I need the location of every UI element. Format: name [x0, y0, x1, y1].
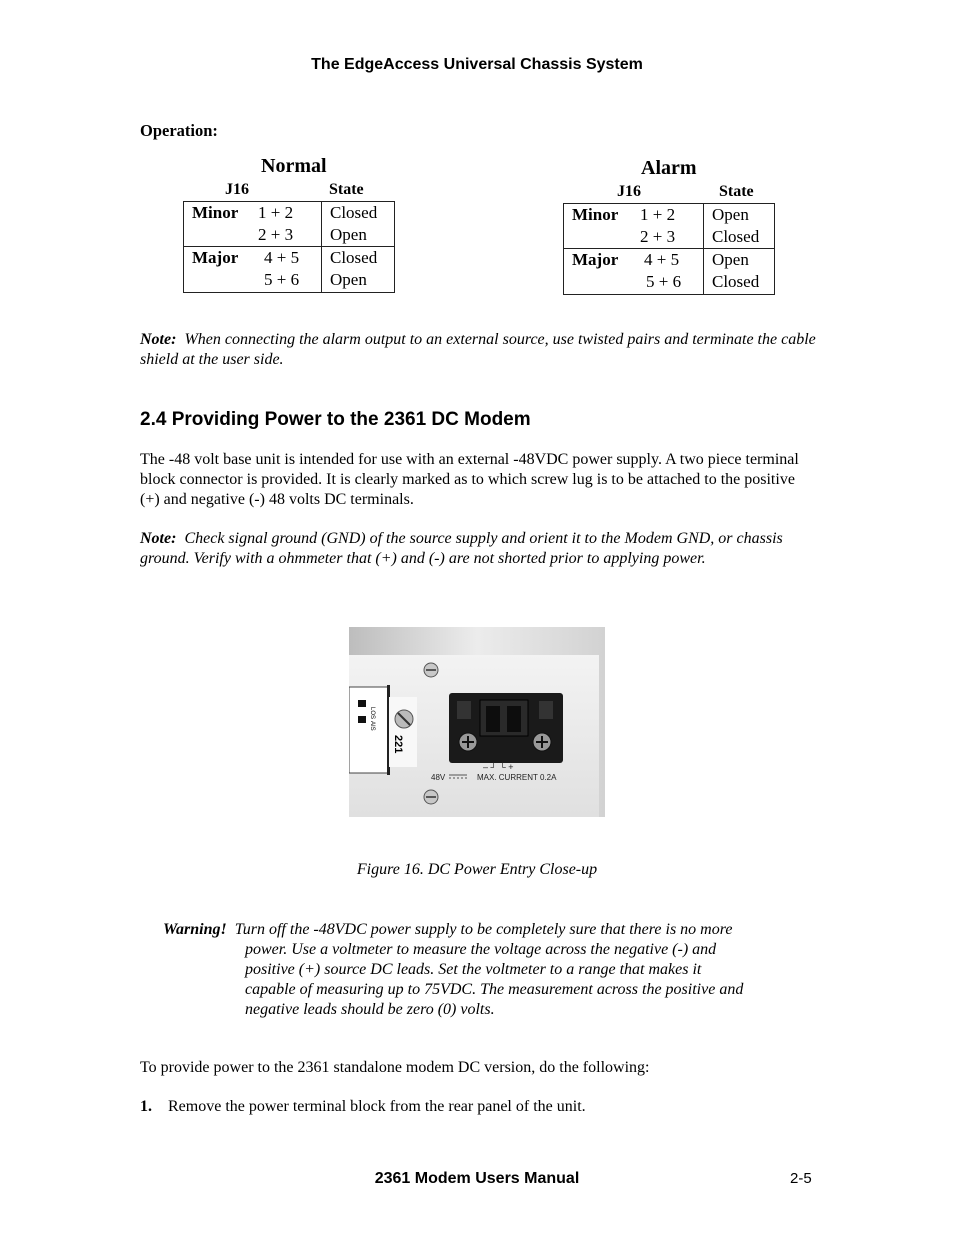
alarm-minor-pin2: 2 + 3: [640, 227, 676, 246]
normal-minor-state1: Closed: [330, 203, 378, 222]
normal-state-header: State: [329, 181, 364, 198]
alarm-state-header: State: [719, 183, 754, 200]
running-header: The EdgeAccess Universal Chassis System: [311, 56, 643, 73]
step-number: 1.: [140, 1098, 152, 1115]
alarm-j16-header: J16: [617, 183, 641, 200]
alarm-minor-state1: Open: [712, 205, 749, 224]
step-1: [140, 1098, 586, 1116]
model-number: 221: [392, 735, 404, 754]
warning-line-4: capable of measuring up to 75VDC. The measurement across the positive and: [245, 981, 744, 998]
note-label: Note:: [140, 530, 177, 547]
normal-major-state1: Closed: [330, 248, 378, 267]
alarm-state-table: [563, 157, 775, 297]
alarm-grid: [563, 203, 775, 295]
led-label-los: LOS: [369, 707, 375, 720]
warning-label: Warning!: [163, 921, 227, 938]
normal-minor-pin1: 1 + 2: [258, 203, 294, 222]
alarm-major-pin1: 4 + 5: [644, 250, 680, 269]
note-alarm-output: [140, 330, 820, 370]
normal-minor-label: Minor: [192, 203, 239, 222]
power-intro-paragraph: The -48 volt base unit is intended for use with an external -48VDC power supply. A two piece terminal block connector is provided. It is clearly marked as to which screw lug is to be attached to the positive (+) and negative (-) 48 volts DC terminals.: [140, 451, 799, 508]
normal-major-state2: Open: [330, 270, 367, 289]
normal-minor-pin2: 2 + 3: [258, 225, 294, 244]
running-footer: 2361 Modem Users Manual: [374, 1170, 580, 1187]
note-text: When connecting the alarm output to an external source, use twisted pairs and terminate the cable shield at the user side.: [140, 331, 816, 368]
alarm-major-label: Major: [572, 250, 619, 269]
alarm-major-state2: Closed: [712, 272, 760, 291]
section-heading: 2.4 Providing Power to the 2361 DC Modem: [140, 409, 531, 430]
alarm-minor-label: Minor: [572, 205, 619, 224]
normal-major-pin1: 4 + 5: [264, 248, 300, 267]
led-label-ais: AIS: [369, 721, 375, 731]
polarity-marking: – ┘ └ +: [483, 762, 514, 772]
alarm-minor-pin1: 1 + 2: [640, 205, 676, 224]
normal-major-label: Major: [192, 248, 239, 267]
note-text: Check signal ground (GND) of the source supply and orient it to the Modem GND, or chassis ground. Verify with a ohmmeter that (+) and (-) are not shorted prior to applying power.: [140, 530, 783, 567]
page-number: 2-5: [790, 1170, 812, 1187]
warning-line-5: negative leads should be zero (0) volts.: [245, 1001, 495, 1018]
note-ground: [140, 529, 812, 569]
alarm-table-title: Alarm: [641, 157, 697, 179]
warning-line-3: positive (+) source DC leads. Set the voltmeter to a range that makes it: [245, 961, 702, 978]
voltage-marking: 48V: [431, 773, 446, 782]
warning-line-2: power. Use a voltmeter to measure the voltage across the negative (-) and: [245, 941, 717, 958]
note-label: Note:: [140, 331, 177, 348]
dc-power-entry-illustration: [349, 627, 605, 844]
normal-j16-header: J16: [225, 181, 249, 198]
dc-power-entry-photo: [349, 627, 605, 844]
figure-caption: Figure 16. DC Power Entry Close-up: [356, 861, 598, 878]
normal-state-table: [183, 155, 395, 295]
warning-block: [163, 920, 803, 1020]
step-text: Remove the power terminal block from the rear panel of the unit.: [168, 1098, 586, 1115]
current-marking: MAX. CURRENT 0.2A: [477, 773, 557, 782]
alarm-minor-state2: Closed: [712, 227, 760, 246]
instructions-intro: To provide power to the 2361 standalone modem DC version, do the following:: [140, 1059, 650, 1076]
normal-minor-state2: Open: [330, 225, 367, 244]
alarm-major-state1: Open: [712, 250, 749, 269]
alarm-major-pin2: 5 + 6: [646, 272, 682, 291]
warning-first-line: Turn off the -48VDC power supply to be completely sure that there is no more: [234, 921, 733, 938]
operation-label: Operation:: [140, 121, 218, 140]
normal-table-title: Normal: [261, 155, 327, 177]
normal-major-pin2: 5 + 6: [264, 270, 300, 289]
normal-grid: [183, 201, 395, 293]
